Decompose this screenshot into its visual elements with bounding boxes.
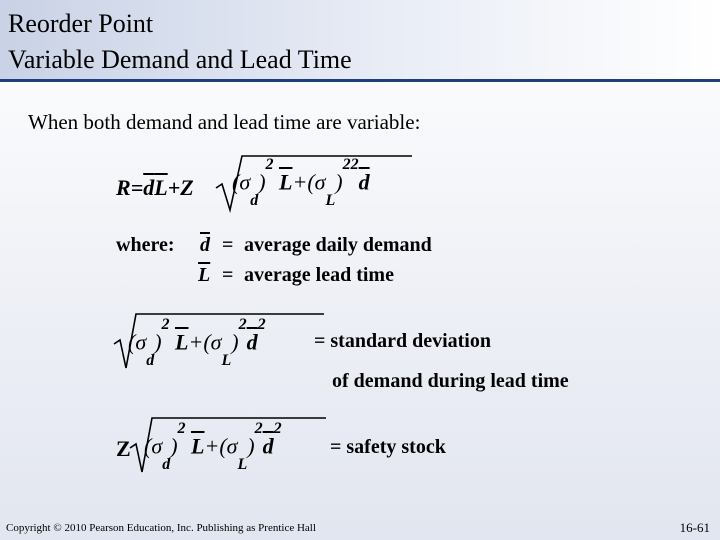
copyright-footer: Copyright © 2010 Pearson Education, Inc. Publishing as Prentice Hall <box>6 522 316 534</box>
safety-stock-label: = safety stock <box>330 436 446 458</box>
def-L-text: average lead time <box>244 264 394 286</box>
safety-Z: Z <box>116 436 131 461</box>
formula-lhs <box>116 175 194 201</box>
title-bar <box>0 0 720 80</box>
where-label: where: <box>116 234 175 256</box>
formula-L-bar: $\overline{L}$ <box>154 175 168 200</box>
def-L-symbol: $\overline{L}$ <box>198 264 211 286</box>
def-d-equals: = <box>222 234 234 256</box>
slide-title-line-2: Variable Demand and Lead Time <box>8 45 352 74</box>
formula-equals: = <box>130 175 144 200</box>
title-divider <box>0 79 720 82</box>
std-dev-label-line2: of demand during lead time <box>332 370 569 392</box>
def-d-symbol: $\overline{d}$ <box>200 234 210 256</box>
formula-Z: Z <box>180 175 194 200</box>
page-number: 16-61 <box>679 520 710 535</box>
slide-title-line-1: Reorder Point <box>8 9 154 38</box>
sigma-symbol: σ <box>239 169 251 195</box>
radicand-safety: $(\sigma_d)^2$ $\overline{L}+(\sigma_L)^2\overline{d}^2$ <box>144 420 282 473</box>
formula-plus: + <box>167 175 181 200</box>
std-dev-label-line1: = standard deviation <box>314 330 491 352</box>
radicand-main: $(\sigma_d)^2$ $\overline{L}+(\sigma_L)^{22}\overline{d}$ <box>232 156 370 209</box>
formula-R: R <box>116 175 131 200</box>
formula-d-bar: $\overline{d}$ <box>143 175 155 200</box>
def-L-equals: = <box>222 264 234 286</box>
radicand-std: $(\sigma_d)^2$ $\overline{L}+(\sigma_L)^2\overline{d}^2$ <box>128 316 266 369</box>
def-d-text: average daily demand <box>244 234 432 256</box>
intro-text: When both demand and lead time are variable: <box>28 110 421 134</box>
